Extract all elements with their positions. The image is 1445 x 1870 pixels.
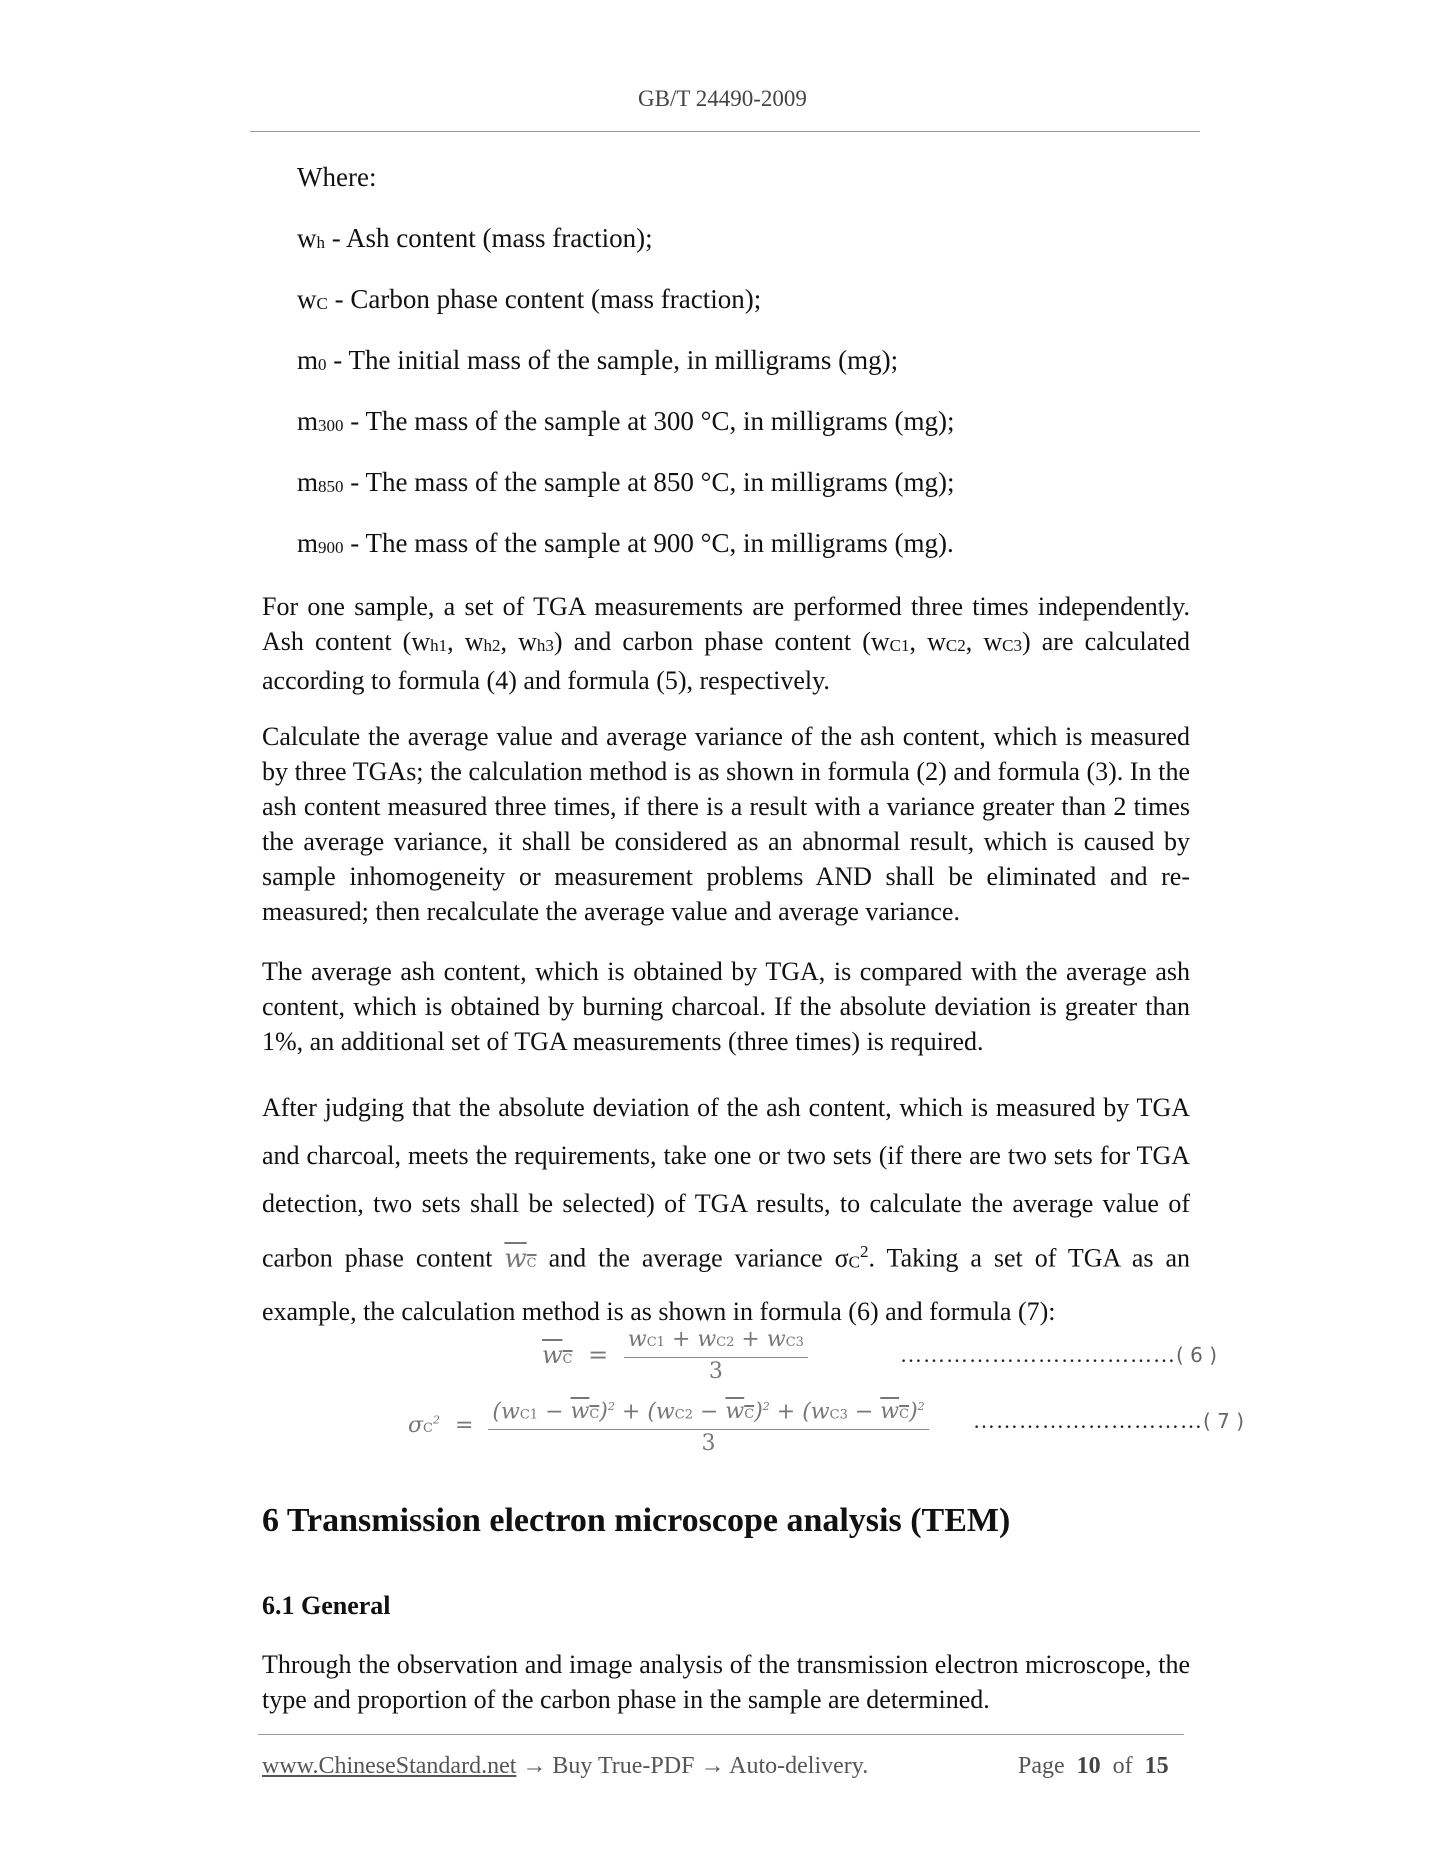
document-code-header: GB/T 24490-2009 bbox=[638, 86, 807, 111]
subsection-heading-general: 6.1 General bbox=[262, 1591, 391, 1620]
formula-7-fraction: $\frac{(wC1 - wC)^2 + (wC2 - wC)^2 + (wC3 - wC)^2}{3}$ bbox=[488, 1393, 928, 1458]
definition-wh: $w_h$ - Ash content (mass fraction); bbox=[297, 223, 653, 253]
footer-divider bbox=[258, 1734, 1184, 1735]
paragraph-tem-general: Through the observation and image analysis of the transmission electron microscope, the type and proportion of the carbon phase in the sample are determined. bbox=[262, 1650, 1190, 1714]
definition-wc: $w_C$ - Carbon phase content (mass fraction); bbox=[297, 284, 762, 314]
page-indicator: Page 10 of 15 bbox=[1018, 1753, 1169, 1779]
chinesestandard-link[interactable]: www.ChineseStandard.net bbox=[262, 1753, 517, 1779]
definition-m850: $m_{850}$ - The mass of the sample at 850 °C, in milligrams (mg); bbox=[297, 467, 955, 497]
buy-true-pdf-link[interactable]: Buy True-PDF bbox=[552, 1753, 695, 1779]
definition-m900: $m_{900}$ - The mass of the sample at 900 °C, in milligrams (mg). bbox=[297, 528, 954, 558]
formula-6-lhs: wC bbox=[542, 1340, 573, 1369]
formula-6-fraction: $\frac{wC1 + wC2 + wC3}{3}$ bbox=[624, 1326, 808, 1386]
formula-7-lhs: $\sigma C^2$ bbox=[408, 1412, 440, 1438]
paragraph-tga-measurements: For one sample, a set of TGA measurements are performed three times independently. Ash content ($w_{h1}$, $w_{h2}$, $w_{h3}$) and carbon phase content ($w_{C1}$, $w_{C2}$, $w_{C3}$) are calculated according to formula (4) and formula (5), respectively. bbox=[262, 592, 1190, 695]
section-heading-tem: 6 Transmission electron microscope analysis (TEM) bbox=[262, 1502, 1011, 1539]
paragraph-carbon-phase: After judging that the absolute deviation of the ash content, which is measured by TGA and charcoal, meets the requirements, take one or two sets (if there are two sets for TGA detection, two sets shall be selected) of TGA results, to calculate the average value of carbon phase content wC and the average variance $\sigma_C^2$. Taking a set of TGA as an example, the calculation method is as shown in formula (6) and formula (7): bbox=[262, 1093, 1191, 1326]
formula-7-number: …………………………( 7 ) bbox=[973, 1408, 1245, 1433]
definition-m300: $m_{300}$ - The mass of the sample at 300 °C, in milligrams (mg); bbox=[297, 406, 955, 436]
formula-6: wC = $\frac{wC1 + wC2 + wC3}{3}$ bbox=[542, 1326, 808, 1386]
paragraph-ash-comparison: The average ash content, which is obtained by TGA, is compared with the average ash content, which is obtained by burning charcoal. If the absolute deviation is greater than 1%, an additional set of TGA measurements (three times) is required. bbox=[262, 957, 1190, 1056]
paragraph-average-variance: Calculate the average value and average variance of the ash content, which is measured by three TGAs; the calculation method is as shown in formula (2) and formula (3). In the ash content measured three times, if there is a result with a variance greater than 2 times the average variance, it shall be considered as an abnormal result, which is caused by sample inhomogeneity or measurement problems AND shall be eliminated and re-measured; then recalculate the average value and average variance. bbox=[262, 722, 1190, 926]
definition-m0: $m_0$ - The initial mass of the sample, in milligrams (mg); bbox=[297, 345, 899, 375]
footer-links: www.ChineseStandard.net → Buy True-PDF → Auto-delivery. bbox=[262, 1753, 869, 1779]
where-label: Where: bbox=[297, 162, 377, 192]
mean-wc-symbol: wC bbox=[504, 1243, 537, 1274]
header-divider bbox=[250, 131, 1200, 132]
formula-7: $\sigma C^2$ = $\frac{(wC1 - wC)^2 + (wC2 - wC)^2 + (wC3 - wC)^2}{3}$ bbox=[408, 1393, 929, 1458]
formula-6-number: ………………………………( 6 ) bbox=[900, 1342, 1218, 1367]
